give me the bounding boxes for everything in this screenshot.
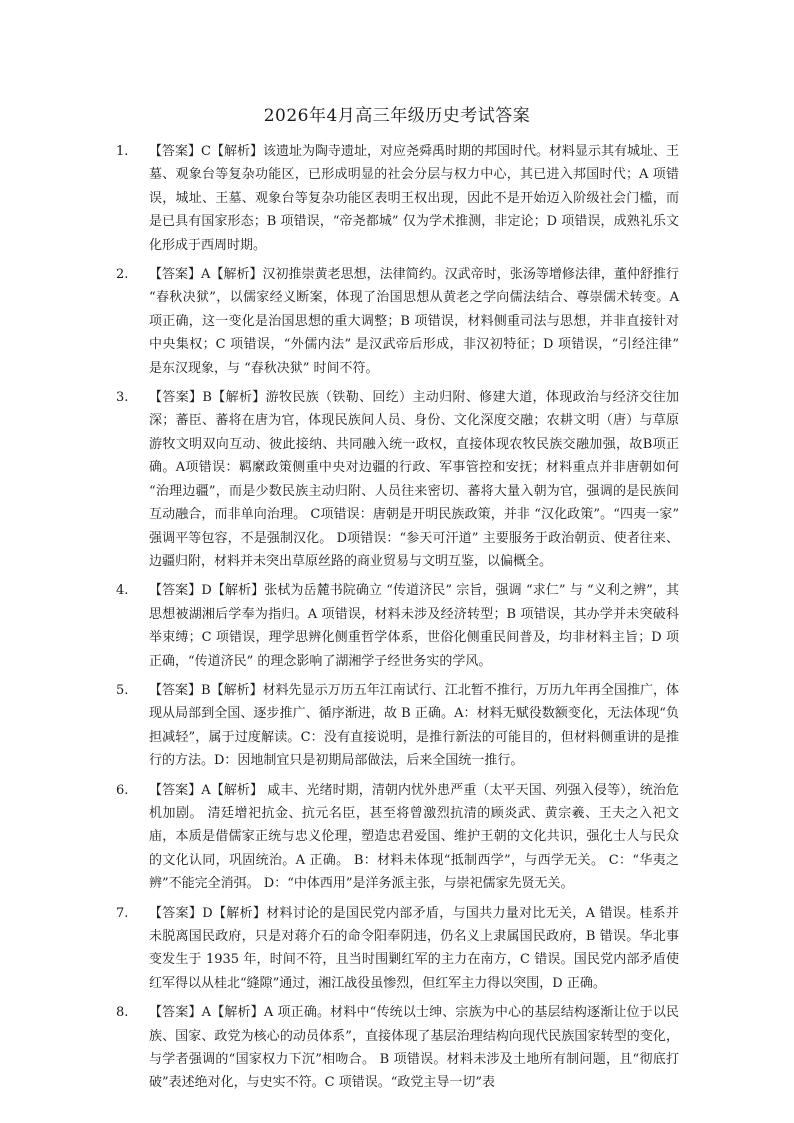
document-title: 2026年4月高三年级历史考试答案 — [263, 106, 531, 126]
answer-item-7 — [0, 902, 794, 996]
answer-number: 2. — [116, 267, 129, 283]
answer-text: 【答案】A【解析】汉初推崇黄老思想，法律简约。汉武帝时，张汤等增修法律，董仲舒推行 “春秋决狱”，以儒家经义断案，体现了治国思想从黄老之学向儒法结合、尊崇儒术转变。A 项正确，这一变化是治国思想的重大调整；B 项错误，材料侧重司法与思想，并非直接针对中央集权；C 项错误，“外儒内法” 是汉武帝后形成，非汉初特征；D 项错误，“引经注律” 是东汉现象，与 “春秋决狱” 时间不符。 — [149, 267, 679, 376]
answer-list — [0, 140, 794, 1101]
answer-item-2 — [0, 263, 794, 380]
answer-item-5 — [0, 679, 794, 773]
answer-text: 【答案】D【解析】张栻为岳麓书院确立 “传道济民” 宗旨，强调 “求仁” 与 “义利之辨”，其思想被湖湘后学奉为指归。A 项错误，材料未涉及经济转型；B 项错误，其办学并未突破科举束缚；C 项错误，理学思辨化侧重哲学体系，世俗化侧重民间普及，均非材料主旨；D 项正确，“传道济民” 的理念影响了湖湘学子经世务实的学风。 — [149, 583, 679, 669]
answer-number: 1. — [116, 144, 129, 159]
answer-number: 4. — [116, 583, 129, 599]
answer-number: 7. — [116, 905, 129, 921]
answer-item-1 — [0, 140, 794, 257]
answer-text: 【答案】A【解析】A 项正确。材料中“传统以士绅、宗族为中心的基层结构逐渐让位于以民族、国家、政党为核心的动员体系”，直接体现了基层治理结构向现代民族国家转型的变化，与学者强调的“国家权力下沉”相吻合。 B 项错误。材料未涉及土地所有制问题，且“彻底打破”表述绝对化，与史实不符。C 项错误。“政党主导一切”表 — [149, 1005, 679, 1091]
answer-text: 【答案】B【解析】材料先显示万历五年江南试行、江北暂不推行，万历九年再全国推广，体现从局部到全国、逐步推广、循序渐进，故 B 正确。A：材料无赋役数额变化，无法体现“负担减轻”，属于过度解读。C：没有直接说明，是推行新法的可能目的，但材料侧重讲的是推行的方法。D：因地制宜只是初期局部做法，后来全国统一推行。 — [149, 682, 679, 769]
answer-text: 【答案】D【解析】材料讨论的是国民党内部矛盾，与国共力量对比无关，A 错误。桂系并未脱离国民政府，只是对蒋介石的命令阳奉阴违，仍名义上隶属国民政府，B 错误。华北事变发生于 1935 年，时间不符，且当时围剿红军的主力在南方，C 错误。国民党内部矛盾使红军得以从桂北“缝隙”通过，湘江战役虽惨烈，但红军主力得以突围，D 正确。 — [149, 905, 679, 991]
answer-text: 【答案】A【解析】 咸丰、光绪时期，清朝内忧外患严重（太平天国、列强入侵等），统治危机加剧。 清廷增祀抗金、抗元名臣，甚至将曾激烈抗清的顾炎武、黄宗羲、王夫之入祀文庙，本质是借儒家正统与忠义伦理，塑造忠君爱国、维护王朝的文化共识，强化士人与民众的文化认同，巩固统治。A 正确。 B：材料未体现“抵制西学”，与西学无关。 C：“华夷之辨”不能完全消弭。 D：“中体西用”是洋务派主张，与崇祀儒家先贤无关。 — [149, 782, 679, 892]
answer-number: 8. — [116, 1005, 129, 1021]
answer-item-8 — [0, 1001, 794, 1095]
answer-number: 5. — [116, 682, 129, 698]
answer-text: 【答案】C【解析】该遗址为陶寺遗址，对应尧舜禹时期的邦国时代。材料显示其有城址、王墓、观象台等复杂功能区，已形成明显的社会分层与权力中心，其已进入邦国时代；A 项错误，城址、王墓、观象台等复杂功能区表明王权出现，因此不是开始迈入阶级社会门槛，而是已具有国家形态；B 项错误，“帝尧都城” 仅为学术推测，非定论；D 项错误，成熟礼乐文化形成于西周时期。 — [149, 144, 679, 253]
answer-item-6 — [0, 779, 794, 896]
answer-number: 3. — [116, 390, 129, 406]
answer-item-4 — [0, 579, 794, 673]
answer-item-3 — [0, 386, 794, 573]
answer-number: 6. — [116, 782, 129, 798]
answer-text: 【答案】B【解析】游牧民族（铁勒、回纥）主动归附、修建大道，体现政治与经济交往加深；蕃臣、蕃将在唐为官，体现民族间人员、身份、文化深度交融；农耕文明（唐）与草原游牧文明双向互动、彼此接纳、共同融入统一政权，直接体现农牧民族交融加强，故B项正确。A项错误：羁縻政策侧重中央对边疆的行政、军事管控和安抚；材料重点并非唐朝如何 “治理边疆”，而是少数民族主动归附、人员往来密切、蕃将大量入朝为官，强调的是民族间互动融合，而非单向治理。 C项错误：唐朝是开明民族政策，并非 “汉化政策”。“四夷一家” 强调平等包容，不是强制汉化。 D项错误：“参天可汗道” 主要服务于政治朝贡、使者往来、边疆归附，材料并未突出草原丝路的商业贸易与文明互鉴，以偏概全。 — [149, 390, 679, 569]
